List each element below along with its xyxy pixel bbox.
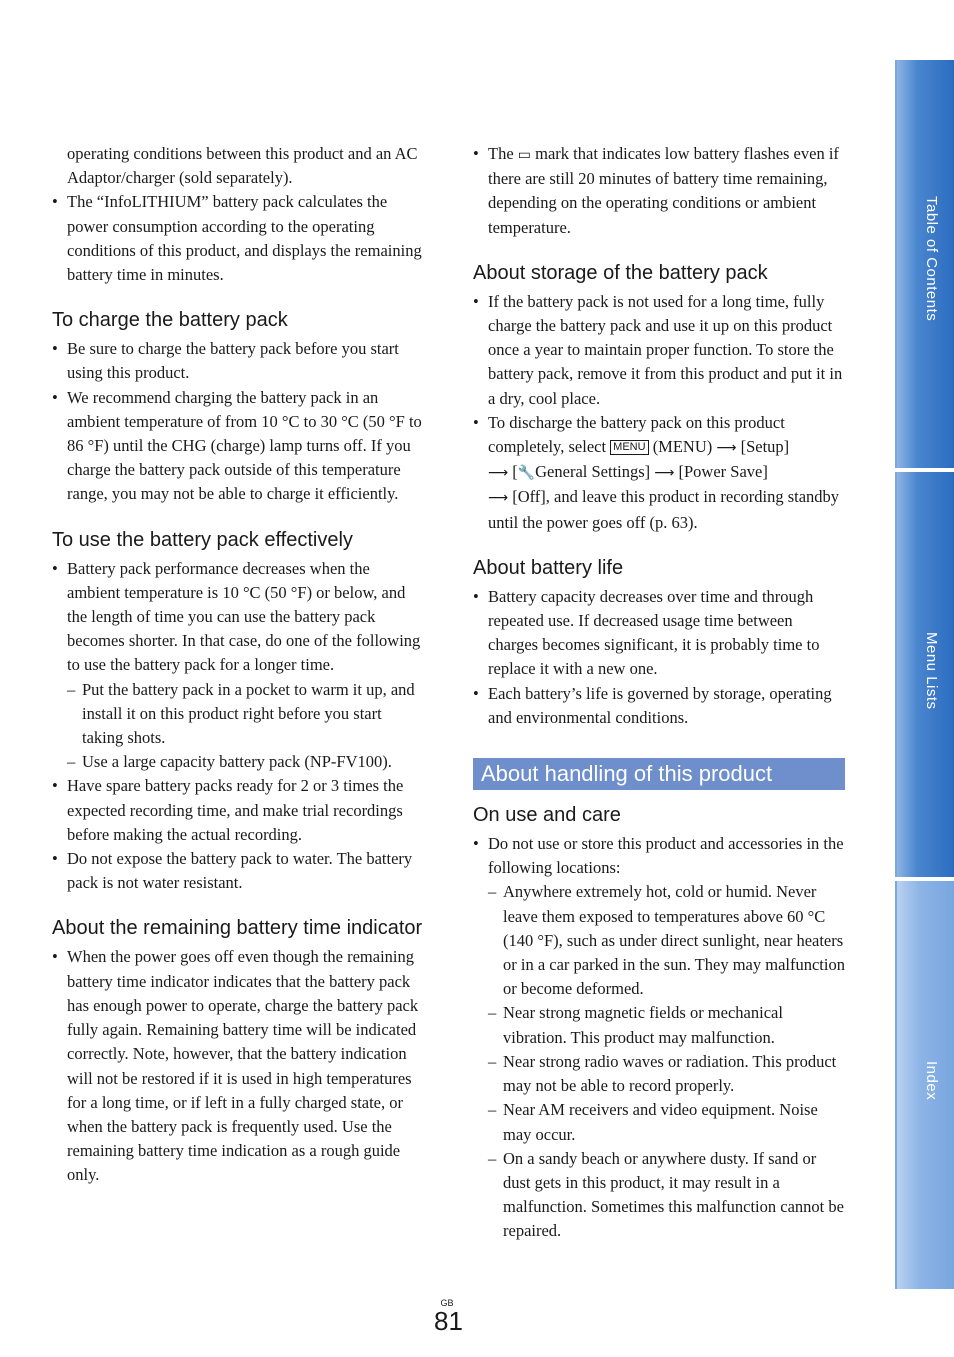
bracket-open: [ bbox=[512, 462, 518, 482]
heading-effective: To use the battery pack effectively bbox=[52, 528, 353, 551]
battery-empty-icon: ▭ bbox=[517, 147, 532, 163]
list-item: • Have spare battery packs ready for 2 or 3 times the expected recording time, and make trial recordings before making the actual recording. bbox=[52, 774, 424, 847]
page-number-value: 81 bbox=[434, 1306, 463, 1336]
list-item: • Do not use or store this product and accessories in the following locations: bbox=[473, 832, 845, 880]
heading-life: About battery life bbox=[473, 556, 624, 579]
sub-list-item: – On a sandy beach or anywhere dusty. If sand or dust gets in this product, it may result in a malfunction. Sometimes this malfunction cannot be repaired. bbox=[473, 1147, 845, 1244]
arrow-right-icon: ⟶ bbox=[488, 465, 509, 482]
arrow-right-icon: ⟶ bbox=[488, 490, 509, 507]
general-settings-label: General Settings] bbox=[535, 462, 651, 482]
list-item: • Do not expose the battery pack to water. The battery pack is not water resistant. bbox=[52, 847, 424, 895]
sub-list-item: – Near AM receivers and video equipment. Noise may occur. bbox=[473, 1098, 845, 1146]
low-battery-text-post: mark that indicates low battery flashes even if there are still 20 minutes of battery time remaining, depending on the operating conditions or ambient temperature. bbox=[488, 144, 839, 237]
region-code: GB bbox=[440, 1298, 454, 1308]
arrow-right-icon: ⟶ bbox=[654, 465, 675, 482]
sub-list-item: – Use a large capacity battery pack (NP-FV100). bbox=[52, 750, 424, 774]
list-item: • The “InfoLITHIUM” battery pack calculates the power consumption according to the operating conditions of this product, and displays the remaining battery time in minutes. bbox=[52, 190, 424, 287]
heading-storage: About storage of the battery pack bbox=[473, 261, 768, 284]
list-item: • When the power goes off even though the remaining battery time indicator indicates that the battery pack has enough power to operate, charge the battery pack fully again. Remaining battery time will be indicated correctly. Note, however, that the battery indication will not be restored if it is used in high temperatures for a long time, or if left in a fully charged state, or when the battery pack is frequently used. Use the remaining battery time indication as a rough guide only. bbox=[52, 945, 424, 1187]
power-save-label: [Power Save] bbox=[678, 462, 768, 482]
tab-table-of-contents[interactable] bbox=[895, 60, 954, 468]
sub-list-item: – Anywhere extremely hot, cold or humid. Never leave them exposed to temperatures above 60 °C (140 °F), such as under direct sunlight, near heaters or in a car parked in the sun. They may malfunction or become deformed. bbox=[473, 880, 845, 1001]
list-item bbox=[473, 411, 845, 535]
sub-list-item: – Near strong magnetic fields or mechanical vibration. This product may malfunction. bbox=[473, 1001, 845, 1049]
left-column bbox=[52, 142, 424, 1188]
list-item: • Battery capacity decreases over time and through repeated use. If decreased usage time between charges becomes significant, it is probably time to replace it with a new one. bbox=[473, 585, 845, 682]
list-item: • Be sure to charge the battery pack before you start using this product. bbox=[52, 337, 424, 385]
intro-continuation: operating conditions between this product and an AC Adaptor/charger (sold separately). bbox=[67, 144, 418, 188]
sub-list-item: – Near strong radio waves or radiation. This product may not be able to record properly. bbox=[473, 1050, 845, 1098]
heading-charge: To charge the battery pack bbox=[52, 309, 288, 332]
page-number bbox=[434, 1298, 463, 1336]
list-item bbox=[473, 142, 845, 240]
list-item: • Battery pack performance decreases when the ambient temperature is 10 °C (50 °F) or below, and the length of time you can use the battery pack becomes shorter. In that case, do one of the following to use the battery pack for a longer time. bbox=[52, 557, 424, 678]
low-battery-text-pre: The bbox=[488, 144, 514, 163]
setup-label: [Setup] bbox=[740, 437, 790, 457]
list-item: • We recommend charging the battery pack in an ambient temperature of from 10 °C to 30 °C (50 °F to 86 °F) until the CHG (charge) lamp turns off. If you charge the battery pack outside of this temperature range, you may not be able to charge it efficiently. bbox=[52, 386, 424, 507]
heading-use-care: On use and care bbox=[473, 804, 621, 827]
arrow-right-icon: ⟶ bbox=[716, 440, 737, 457]
tab-menu-lists[interactable] bbox=[895, 472, 954, 877]
wrench-icon: 🔧 bbox=[517, 465, 536, 482]
menu-label: (MENU) bbox=[652, 437, 713, 457]
section-title-band: About handling of this product bbox=[473, 758, 845, 790]
tab-label-menu: Menu Lists bbox=[923, 632, 940, 710]
off-text: [Off], and leave this product in recording standby until the power goes off (p. 63). bbox=[488, 487, 840, 532]
list-item: • If the battery pack is not used for a long time, fully charge the battery pack and use it up on this product once a year to maintain proper function. To store the battery pack, remove it from this product and put it in a dry, cool place. bbox=[473, 290, 845, 411]
sub-list-item: – Put the battery pack in a pocket to warm it up, and install it on this product right before you start taking shots. bbox=[52, 678, 424, 751]
tab-index[interactable] bbox=[895, 881, 954, 1289]
heading-remaining: About the remaining battery time indicator bbox=[52, 917, 423, 940]
right-column bbox=[473, 142, 845, 1244]
tab-label-toc: Table of Contents bbox=[923, 196, 940, 322]
discharge-text: To discharge the battery pack on this product completely, select bbox=[488, 412, 785, 457]
menu-button-icon: MENU bbox=[610, 440, 648, 455]
list-item: • Each battery’s life is governed by storage, operating and environmental conditions. bbox=[473, 682, 845, 730]
tab-label-index: Index bbox=[923, 1061, 940, 1101]
